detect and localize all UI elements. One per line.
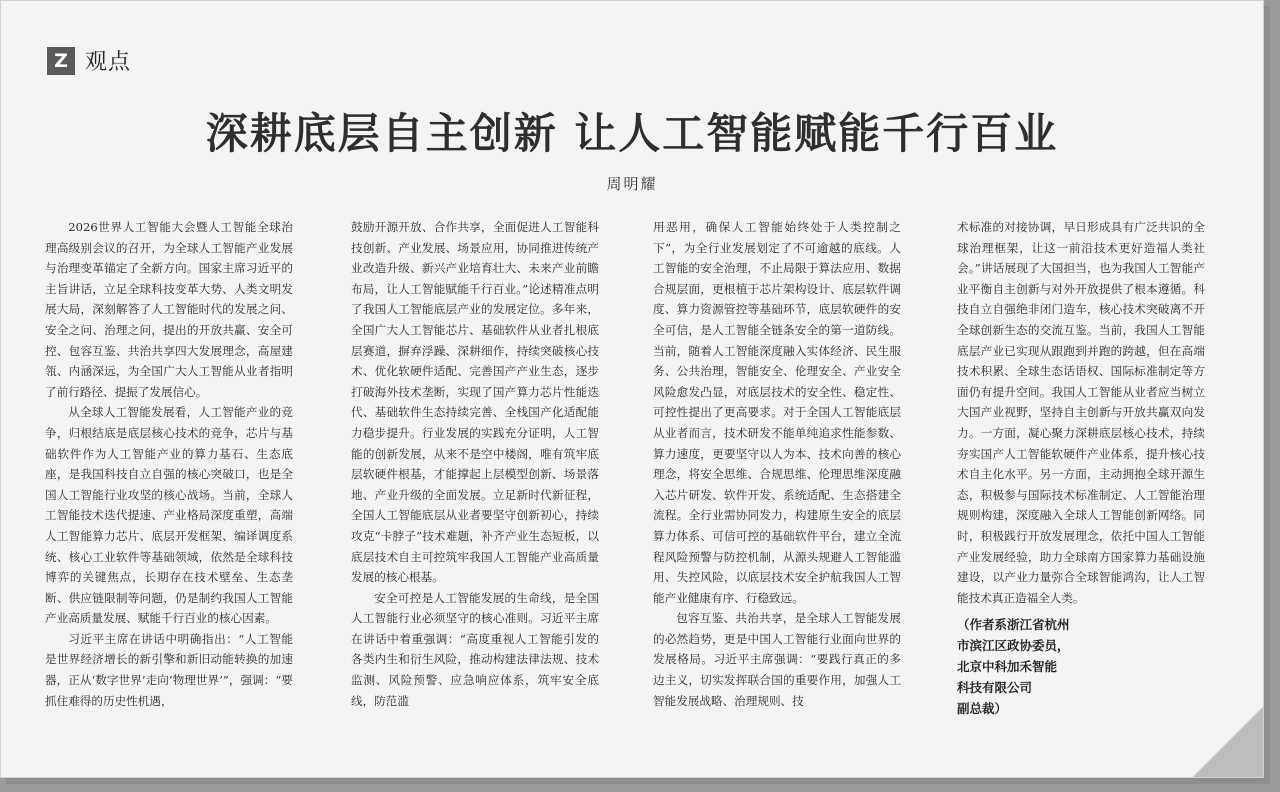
author-note [957, 614, 1167, 719]
paragraph: 习近平主席在讲话中明确指出：“人工智能是世界经济增长的新引擎和新旧动能转换的加速器，正从‘数字世界’走向‘物理世界’”，强调：“要抓住难得的历史性机遇， [45, 631, 293, 708]
article-column-1 [45, 217, 293, 711]
paragraph: 鼓励开源开放、合作共享，全面促进人工智能科技创新、产业发展、场景应用，协同推进传统产业改造升级、新兴产业培育壮大、未来产业前瞻布局，让人工智能赋能千行百业。”论述精准点明了我国人工智能底层产业的发展定位。多年来，全国广大人工智能芯片、基础软件从业者扎根底层赛道，摒弃浮躁、深耕细作，持续突破核心技术、优化软硬件适配、完善国产产业生态，逐步打破海外技术垄断，实现了国产算力芯片性能迭代、基础软件生态持续完善、全栈国产化适配能力稳步提升。行业发展的实践充分证明，人工智能的创新发展，从来不是空中楼阁，唯有筑牢底层软硬件根基，才能撑起上层模型创新、场景落地、产业升级的全面发展。立足新时代新征程，全国人工智能底层从业者要坚守创新初心，持续攻克“卡脖子”技术难题，补齐产业生态短板，以底层技术自主可控筑牢我国人工智能产业高质量发展的核心根基。 [351, 220, 599, 585]
paragraph: 包容互鉴、共治共享，是全球人工智能发展的必然趋势，更是中国人工智能行业面向世界的发展格局。习近平主席强调：“要践行真正的多边主义，切实发挥联合国的重要作用，加强人工智能发展战略、治理规则、技 [653, 611, 901, 708]
author-note-line: 北京中科加禾智能 [957, 659, 1058, 675]
author-note-line: （作者系浙江省杭州 [957, 617, 1070, 633]
paragraph: 术标准的对接协调，早日形成具有广泛共识的全球治理框架，让这一前沿技术更好造福人类社会。”讲话展现了大国担当，也为我国人工智能产业平衡自主创新与对外开放提供了根本遵循。科技自立自强绝非闭门造车，核心技术突破离不开全球创新生态的交流互鉴。当前，我国人工智能底层产业已实现从跟跑到并跑的跨越，但在高端技术积累、全球生态话语权、国际标准制定等方面仍有提升空间。我国人工智能从业者应当树立大国产业视野，坚持自主创新与开放共赢双向发力。一方面，凝心聚力深耕底层核心技术，持续夯实国产人工智能软硬件产业体系，提升核心技术自主化水平。另一方面，主动拥抱全球开源生态，积极参与国际技术标准制定、人工智能治理规则构建，深度融入全球人工智能创新网络。同时，积极践行开放发展理念，依托中国人工智能产业发展经验，助力全球南方国家算力基础设施建设，以产业力量弥合全球智能鸿沟，让人工智能技术真正造福全人类。 [957, 220, 1205, 605]
author-note-line: 副总裁） [957, 701, 1008, 717]
paragraph: 安全可控是人工智能发展的生命线，是全国人工智能行业必须坚守的核心准则。习近平主席在讲话中着重强调：“高度重视人工智能引发的各类内生和衍生风险，推动构建法律法规、技术监测、风险预警、应急响应体系，筑牢安全底线，防范滥 [351, 590, 599, 708]
author-note-line: 科技有限公司 [957, 680, 1033, 696]
paragraph: 用恶用，确保人工智能始终处于人类控制之下”，为全行业发展划定了不可逾越的底线。人工智能的安全治理，不止局限于算法应用、数据合规层面，更根植于芯片架构设计、底层软件调度、算力资源管控等基础环节，底层软硬件的安全可信，是人工智能全链条安全的第一道防线。当前，随着人工智能深度融入实体经济、民生服务、公共治理，智能安全、伦理安全、产业安全风险愈发凸显，对底层技术的安全性、稳定性、可控性提出了更高要求。对于全国人工智能底层从业者而言，技术研发不能单纯追求性能参数、算力速度，更要坚守以人为本、技术向善的核心理念，将安全思维、合规思维、伦理思维深度融入芯片研发、软件开发、系统适配、生态搭建全流程。全行业需协同发力，构建原生安全的底层算力体系、可信可控的基础软件平台，建立全流程风险预警与防控机制，从源头规避人工智能滥用、失控风险，以底层技术安全护航我国人工智能产业健康有序、行稳致远。 [653, 220, 901, 605]
article-column-2 [351, 217, 599, 711]
article-column-4 [957, 217, 1205, 719]
paragraph: 从全球人工智能发展看，人工智能产业的竞争，归根结底是底层核心技术的竞争，芯片与基础软件作为人工智能产业的算力基石、生态底座，是我国科技自立自强的核心突破口，也是全国人工智能行业攻坚的核心战场。当前，全球人工智能技术迭代提速、产业格局深度重塑，高端人工智能算力芯片、底层开发框架、编译调度系统、核心工业软件等基础领域，依然是全球科技博弈的关键焦点，长期存在技术壁垒、生态垄断、供应链限制等问题，仍是制约我国人工智能产业高质量发展、赋能千行百业的核心因素。 [45, 405, 293, 626]
section-label: 观点 [85, 50, 132, 75]
article-byline: 周明耀 [606, 175, 658, 193]
article-column-3 [653, 217, 901, 711]
page-curl [1193, 707, 1263, 777]
section-badge: Z [47, 47, 75, 75]
paragraph: 2026世界人工智能大会暨人工智能全球治理高级别会议的召开，为全球人工智能产业发展与治理变革锚定了全新方向。国家主席习近平的主旨讲话，立足全球科技变革大势、人类文明发展大局，深刻解答了人工智能时代的发展之问、安全之问、治理之问，提出的开放共赢、安全可控、包容互鉴、共治共享四大发展理念，高屋建瓴、内涵深远，为全国广大人工智能从业者指明了前行路径、提振了发展信心。 [45, 220, 293, 399]
author-note-line: 市滨江区政协委员， [957, 638, 1070, 654]
article-headline: 深耕底层自主创新 让人工智能赋能千行百业 [205, 109, 1059, 158]
